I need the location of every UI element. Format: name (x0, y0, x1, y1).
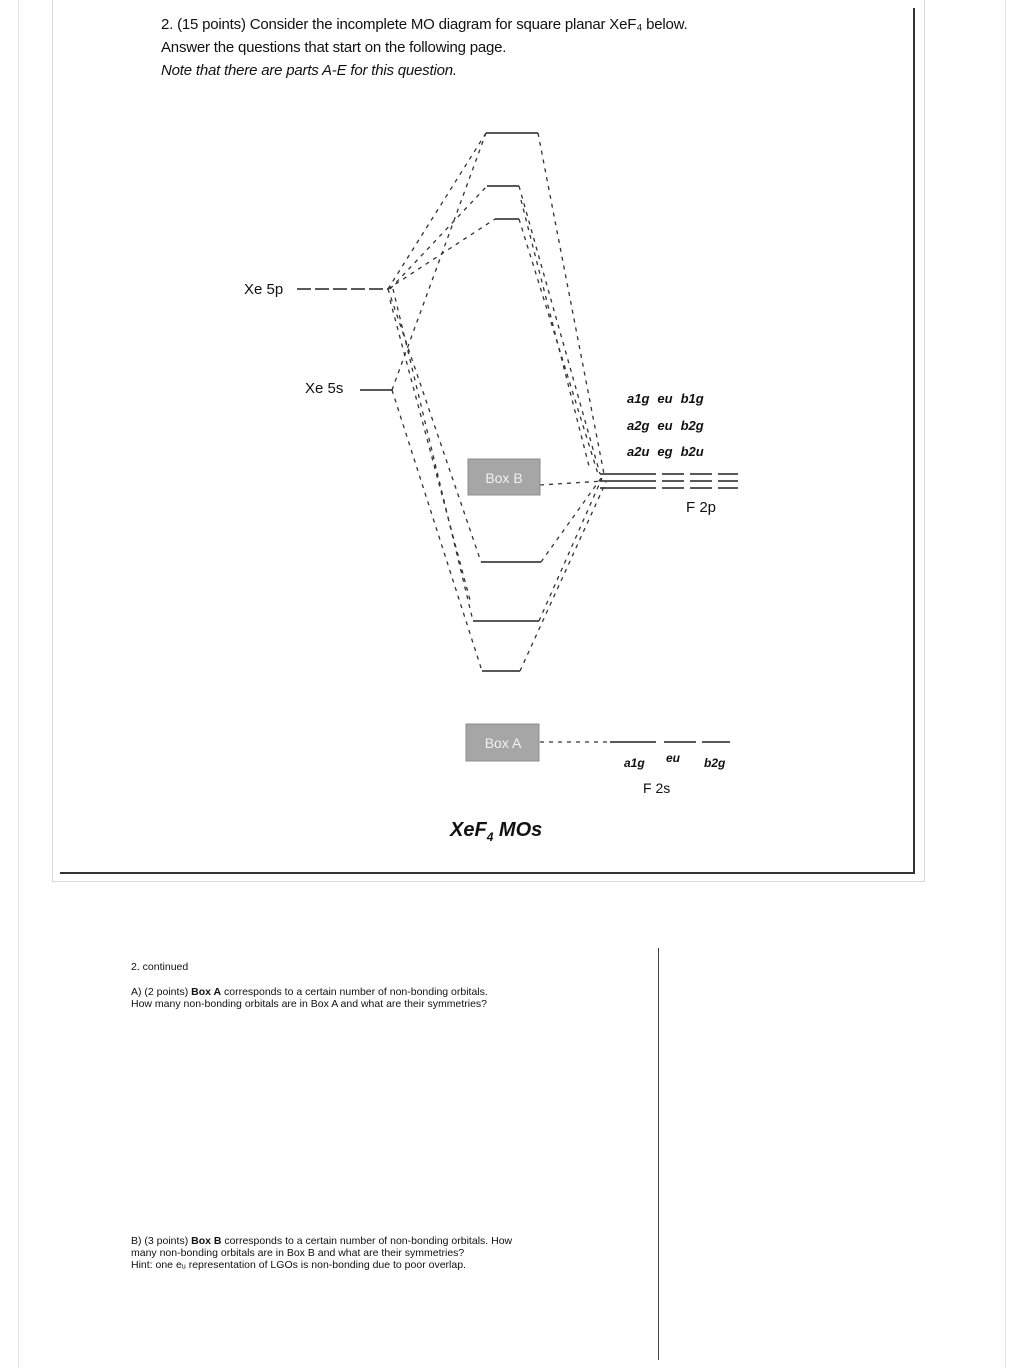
svg-text:a1geub1g: a1g eu b1g (627, 391, 704, 406)
question-heading: 2. (15 points) Consider the incomplete MO diagram for square planar XeF₄ below. (161, 16, 688, 33)
part-a-line1: A) (2 points) Box A corresponds to a certain number of non-bonding orbitals. (131, 986, 488, 998)
svg-text:b2g: b2g (704, 756, 726, 770)
question-note: Note that there are parts A-E for this question. (161, 62, 457, 79)
box-a-label: Box A (484, 735, 522, 751)
box-b (468, 459, 540, 495)
f2p-label: F 2p (686, 499, 717, 516)
svg-text:a2geub2g: a2g eu b2g (627, 418, 704, 433)
mo-title: XeF$_4$ MOs (450, 819, 543, 844)
box-b-label: Box B (485, 470, 523, 486)
box-a (466, 724, 539, 761)
svg-text:eu: eu (666, 751, 681, 765)
question-instructions: Answer the questions that start on the following page. (161, 39, 507, 56)
svg-text:a1g: a1g (624, 756, 645, 770)
answer-column-rule (658, 948, 659, 1360)
part-a-line2: How many non-bonding orbitals are in Box A and what are their symmetries? (131, 998, 488, 1010)
part-b-line2: many non-bonding orbitals are in Box B and what are their symmetries? (131, 1247, 465, 1259)
xe-5p-label: Xe 5p (244, 281, 284, 298)
f2s-symmetry-labels (624, 751, 726, 770)
xe-5s-label: Xe 5s (305, 380, 344, 397)
part-b-line1: B) (3 points) Box B corresponds to a certain number of non-bonding orbitals. How (131, 1235, 513, 1247)
continued-heading: 2. continued (131, 961, 189, 973)
f2s-label: F 2s (643, 780, 671, 796)
svg-text:a2uegb2u: a2u eg b2u (627, 444, 704, 459)
part-b-hint: Hint: one eᵤ representation of LGOs is non-bonding due to poor overlap. (131, 1259, 466, 1271)
f2p-symmetry-labels (627, 391, 704, 459)
